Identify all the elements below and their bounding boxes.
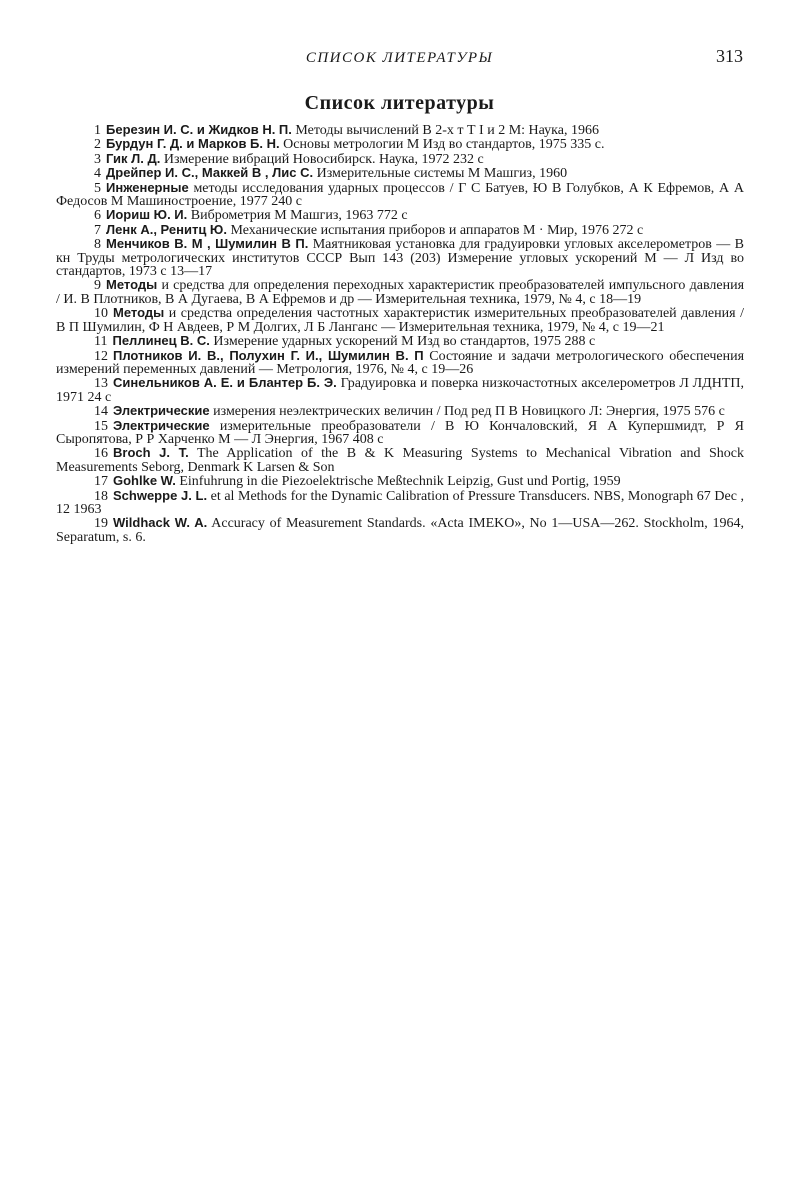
reference-number: 1 xyxy=(94,123,101,138)
page-number: 313 xyxy=(716,46,743,66)
running-head: СПИСОК ЛИТЕРАТУРЫ xyxy=(305,50,494,66)
reference-authors: Пеллинец В. С. xyxy=(112,333,210,349)
reference-number: 11 xyxy=(94,334,108,350)
reference-number: 6 xyxy=(94,208,101,224)
reference-number: 19 xyxy=(94,516,108,532)
reference-entry xyxy=(56,376,744,404)
reference-authors: Методы xyxy=(106,277,158,293)
reference-entry xyxy=(56,489,744,517)
reference-number: 15 xyxy=(94,418,108,434)
reference-entry xyxy=(56,237,744,278)
reference-authors: Gohlke W. xyxy=(113,473,176,489)
page-title: Список литературы xyxy=(304,92,495,114)
reference-entry xyxy=(56,137,744,151)
reference-text: и средства для определения переходных характеристик преобразователей импульсного давления / И. В Плотников, В А Дугаева, В А Ефремов и др — Измерительная техника, 1979, № 4, с 18—19 xyxy=(56,278,745,307)
reference-authors: Инженерные xyxy=(106,179,189,195)
reference-authors: Синельников А. Е. и Блантер Б. Э. xyxy=(113,375,337,391)
reference-entry xyxy=(56,474,744,488)
reference-authors: Бурдун Г. Д. и Марков Б. Н. xyxy=(106,136,280,152)
reference-entry xyxy=(56,419,744,447)
reference-entry xyxy=(56,278,744,306)
reference-text: Механические испытания приборов и аппаратов М · Мир, 1976 272 с xyxy=(230,222,644,238)
reference-text: Градуировка и поверка низкочастотных акселерометров Л ЛДНТП, 1971 24 с xyxy=(56,376,744,405)
reference-text: et al Methods for the Dynamic Calibration of Pressure Transducers. NBS, Monograph 67 Dec , 12 1963 xyxy=(56,488,744,517)
reference-number: 17 xyxy=(94,474,108,490)
reference-number: 16 xyxy=(94,446,108,462)
reference-authors: Березин И. С. и Жидков Н. П. xyxy=(106,122,292,137)
reference-text: Измерительные системы М Машгиз, 1960 xyxy=(316,166,568,182)
reference-text: измерительные преобразователи / В Ю Кончаловский, Я А Купершмидт, Р Я Сыропятова, Р Р Харченко М — Л Энергия, 1967 408 с xyxy=(56,418,744,447)
reference-text: методы исследования ударных процессов / Г С Батуев, Ю В Голубков, А К Ефремов, А А Федосов М Машиностроение, 1977 240 с xyxy=(56,180,744,210)
reference-entry xyxy=(56,404,744,418)
reference-text: Состояние и задачи метрологического обеспечения измерений переменных давлений — Метрология, 1976, № 4, с 19—26 xyxy=(56,348,745,377)
reference-text: измерения неэлектрических величин / Под ред П В Новицкого Л: Энергия, 1975 576 с xyxy=(213,404,725,420)
reference-number: 8 xyxy=(94,237,101,253)
reference-text: Методы вычислений В 2-х т Т I и 2 М: Наука, 1966 xyxy=(295,123,599,138)
reference-number: 7 xyxy=(94,222,101,238)
reference-list xyxy=(56,123,744,544)
reference-number: 12 xyxy=(94,348,108,364)
reference-entry xyxy=(56,223,744,237)
reference-text: Einfuhrung in die Piezoelektrische Meßtechnik Leipzig, Gust und Portig, 1959 xyxy=(179,474,621,490)
reference-entry xyxy=(56,166,744,180)
reference-entry xyxy=(56,152,744,166)
reference-number: 9 xyxy=(94,278,101,294)
reference-number: 3 xyxy=(94,151,101,167)
reference-entry xyxy=(56,306,744,334)
reference-authors: Schweppe J. L. xyxy=(113,487,208,503)
reference-authors: Плотников И. В., Полухин Г. И., Шумилин В. П xyxy=(113,347,424,363)
reference-authors: Broch J. T. xyxy=(113,445,189,461)
reference-authors: Электрические xyxy=(113,417,210,433)
reference-text: Измерение ударных ускорений М Изд во стандартов, 1975 288 с xyxy=(213,334,596,350)
reference-text: The Application of the B & K Measuring Systems to Mechanical Vibration and Shock Measurements Seborg, Denmark K Larsen & Son xyxy=(56,446,744,475)
reference-authors: Дрейпер И. С., Маккей В , Лис С. xyxy=(106,165,314,181)
reference-number: 13 xyxy=(94,376,108,392)
reference-text: Accuracy of Measurement Standards. «Acta IMEKO», No 1—USA—262. Stockholm, 1964, Separatum, s. 6. xyxy=(56,516,745,545)
reference-number: 4 xyxy=(94,166,101,182)
reference-text: и средства определения частотных характеристик измерительных преобразователей давления / В П Шумилин, Ф Н Авдеев, Р М Долгих, Л Б Ланганс — Измерительная техника, 1979, № 4, с 19—21 xyxy=(56,306,745,335)
reference-entry xyxy=(56,181,744,209)
reference-text: Маятниковая установка для градуировки угловых акселерометров — В кн Труды метрологических институтов СССР Вып 143 (203) Измерение угловых ускорений М — Л Изд во стандартов, 1973 с 13—17 xyxy=(56,237,744,280)
reference-authors: Wildhack W. A. xyxy=(113,515,208,531)
reference-authors: Методы xyxy=(113,305,165,321)
reference-authors: Иориш Ю. И. xyxy=(106,207,188,223)
reference-entry xyxy=(56,446,744,474)
reference-entry xyxy=(56,349,744,377)
reference-text: Измерение вибраций Новосибирск. Наука, 1972 232 с xyxy=(163,151,484,167)
reference-number: 14 xyxy=(94,404,108,420)
reference-number: 2 xyxy=(94,137,101,153)
reference-number: 18 xyxy=(94,488,108,504)
reference-entry xyxy=(56,123,744,137)
reference-entry xyxy=(56,334,744,348)
reference-authors: Ленк А., Ренитц Ю. xyxy=(106,221,227,237)
reference-authors: Электрические xyxy=(113,403,210,419)
reference-entry xyxy=(56,516,744,544)
reference-number: 10 xyxy=(94,306,108,322)
reference-text: Виброметрия М Машгиз, 1963 772 с xyxy=(190,208,408,224)
reference-number: 5 xyxy=(94,180,101,196)
reference-authors: Менчиков В. М , Шумилин В П. xyxy=(106,236,309,252)
reference-authors: Гик Л. Д. xyxy=(106,150,161,166)
reference-text: Основы метрологии М Изд во стандартов, 1975 335 с. xyxy=(283,137,605,153)
reference-entry xyxy=(56,208,744,222)
